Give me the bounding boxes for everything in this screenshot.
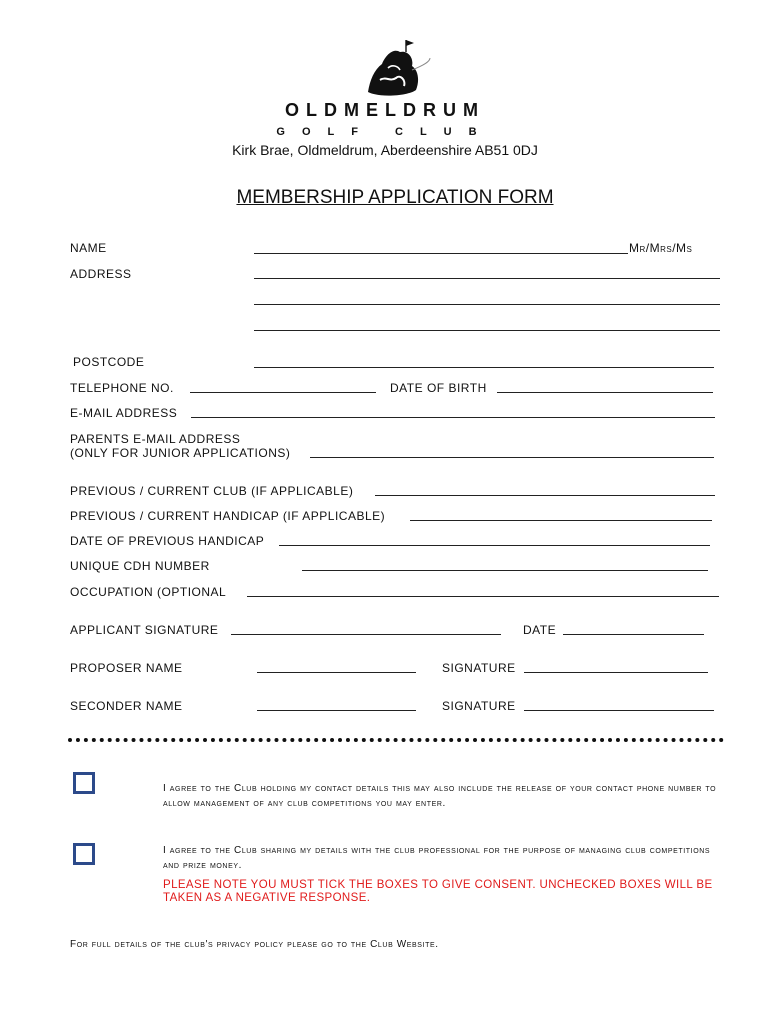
consent-warning: PLEASE NOTE YOU MUST TICK THE BOXES TO GIVE CONSENT. UNCHECKED BOXES WILL BE TAKEN AS A NEGATIVE RESPONSE. [163,879,713,904]
name-label: NAME [70,241,107,255]
telephone-field[interactable] [190,392,376,393]
applicant-signature-field[interactable] [231,634,501,635]
club-name: OLDMELDRUM [285,100,485,120]
date-prev-handicap-label: DATE OF PREVIOUS HANDICAP [70,534,265,548]
date-label: DATE [523,623,557,637]
parents-email-note: (ONLY FOR JUNIOR APPLICATIONS) [70,446,291,460]
privacy-policy-note: For full details of the club's privacy policy please go to the Club Website. [70,939,439,950]
previous-handicap-field[interactable] [410,520,712,521]
previous-club-field[interactable] [375,495,715,496]
contact-consent-checkbox[interactable] [73,772,95,794]
proposer-name-field[interactable] [257,672,416,673]
dob-field[interactable] [497,392,713,393]
applicant-signature-label: APPLICANT SIGNATURE [70,623,219,637]
seconder-signature-field[interactable] [524,710,714,711]
occupation-label: OCCUPATION (OPTIONAL [70,585,227,599]
club-address: Kirk Brae, Oldmeldrum, Aberdeenshire AB51 0DJ [232,142,538,158]
address-line-3[interactable] [254,330,720,331]
date-field[interactable] [563,634,704,635]
cdh-field[interactable] [302,570,708,571]
professional-consent-checkbox[interactable] [73,843,95,865]
previous-club-label: PREVIOUS / CURRENT CLUB (IF APPLICABLE) [70,484,354,498]
name-field[interactable] [254,253,628,254]
professional-consent-text: I agree to the Club sharing my details with the club professional for the purpose of managing club competitions and prize money. [163,845,711,871]
seconder-label: SECONDER NAME [70,699,183,713]
seconder-name-field[interactable] [257,710,416,711]
proposer-label: PROPOSER NAME [70,661,183,675]
golf-flag-rock-logo [360,40,432,98]
club-logo [0,40,770,140]
seconder-signature-label: SIGNATURE [442,699,516,713]
title-options: Mr/Mrs/Ms [629,241,693,255]
email-field[interactable] [191,417,715,418]
club-subtitle: GOLF CLUB [276,126,494,138]
address-line-1[interactable] [254,278,720,279]
address-label: ADDRESS [70,267,132,281]
postcode-label: POSTCODE [73,355,145,369]
email-label: E-MAIL ADDRESS [70,406,178,420]
proposer-signature-field[interactable] [524,672,708,673]
proposer-signature-label: SIGNATURE [442,661,516,675]
parents-email-label: PARENTS E-MAIL ADDRESS [70,432,241,446]
parents-email-field[interactable] [310,457,714,458]
previous-handicap-label: PREVIOUS / CURRENT HANDICAP (IF APPLICABLE) [70,509,386,523]
cdh-label: UNIQUE CDH NUMBER [70,559,210,573]
telephone-label: TELEPHONE NO. [70,381,174,395]
occupation-field[interactable] [247,596,719,597]
contact-consent-text: I agree to the Club holding my contact details this may also include the release of your contact phone number to allow management of any club competitions you may enter. [163,783,717,809]
section-divider [68,738,724,742]
address-line-2[interactable] [254,304,720,305]
date-prev-handicap-field[interactable] [279,545,710,546]
dob-label: DATE OF BIRTH [390,381,487,395]
page-title: MEMBERSHIP APPLICATION FORM [236,187,554,208]
postcode-field[interactable] [254,367,714,368]
